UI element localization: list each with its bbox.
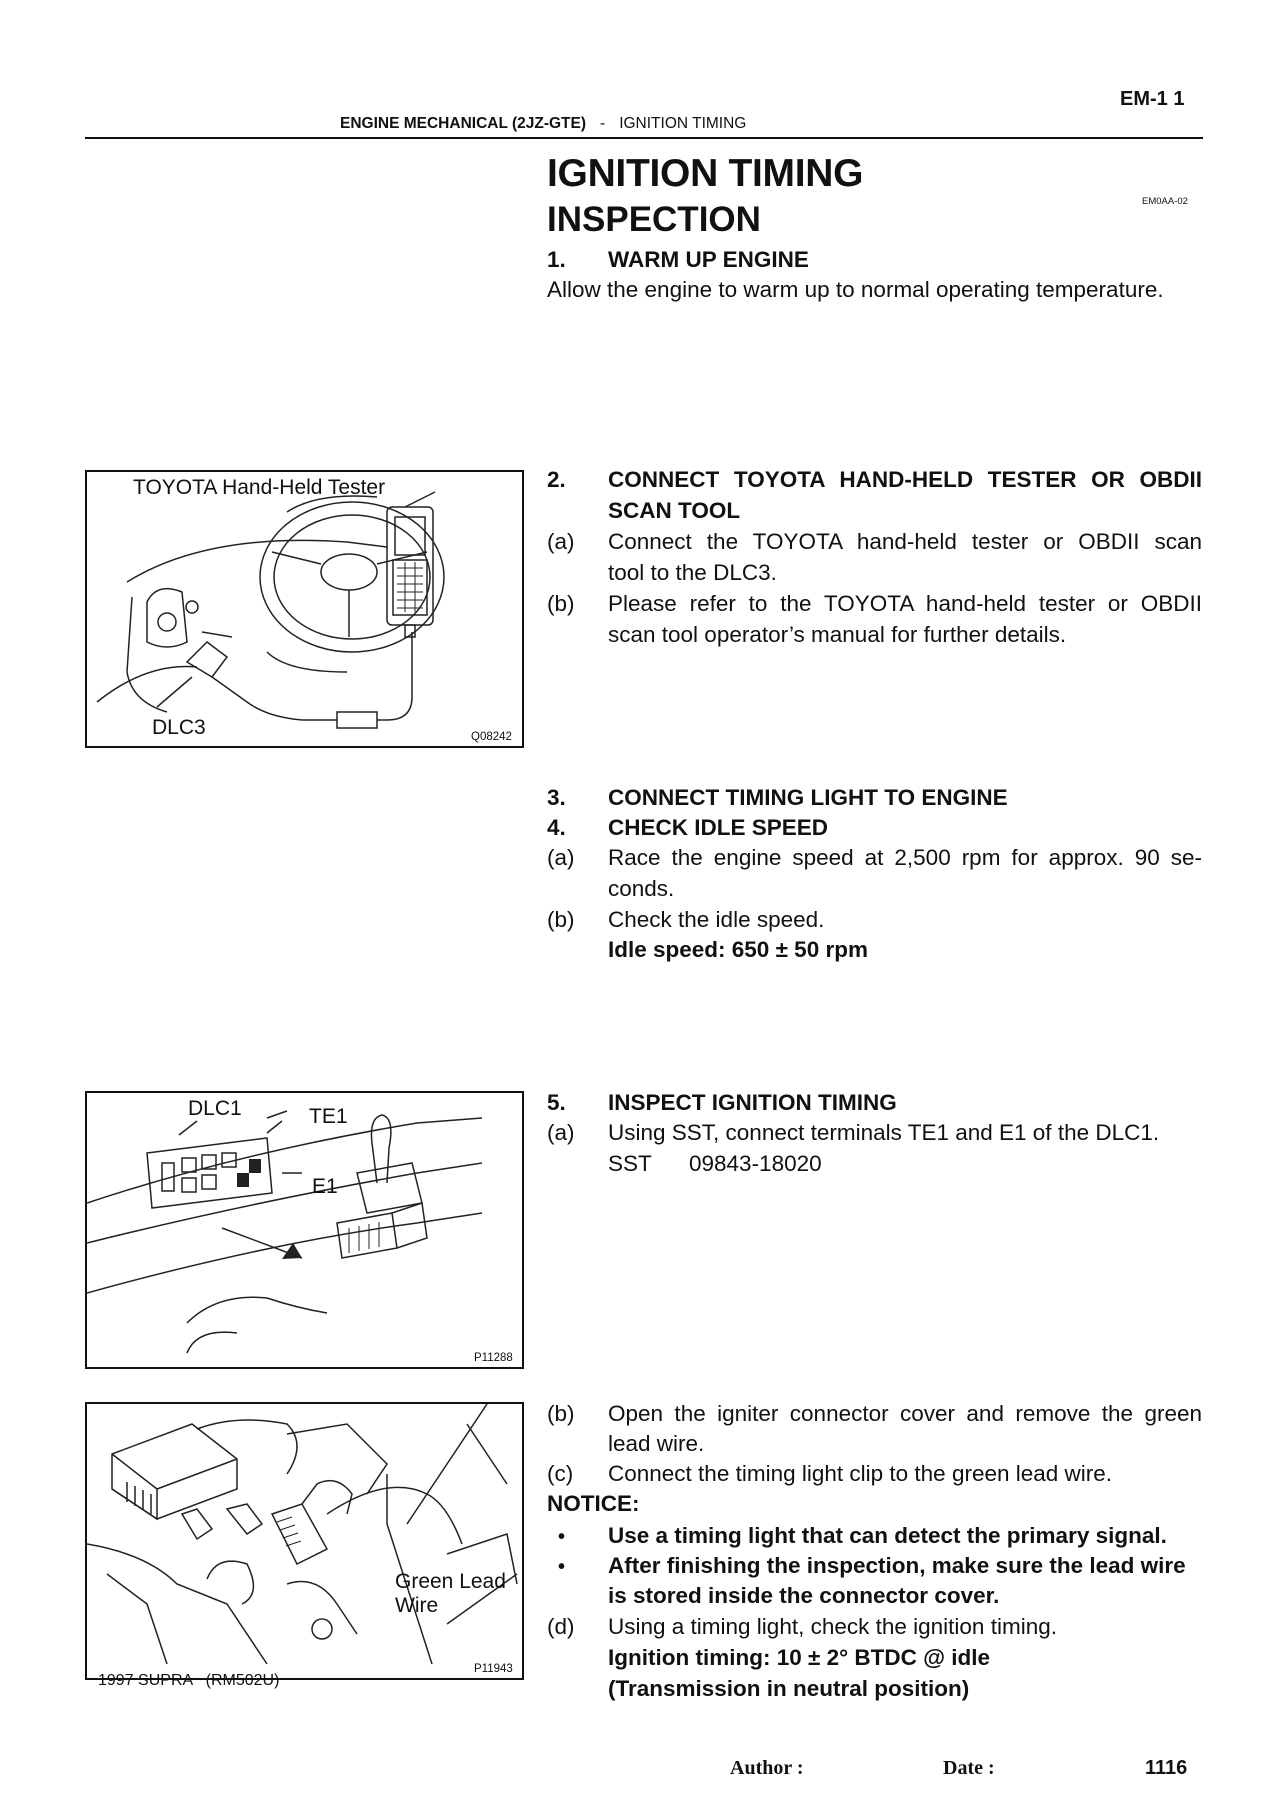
step-5-b-label: (b)	[547, 1401, 575, 1426]
doc-code: EM0AA-02	[1142, 196, 1188, 207]
step-2-title-line-1: CONNECT TOYOTA HAND-HELD TESTER OR OBDII	[608, 467, 1202, 492]
figure-1-label-tester: TOYOTA Hand-Held Tester	[133, 476, 386, 499]
step-5-a-label: (a)	[547, 1120, 575, 1145]
footer-author-label: Author :	[730, 1757, 804, 1779]
step-2-b-label: (b)	[547, 591, 575, 616]
step-1-number: 1.	[547, 247, 566, 272]
page-title: IGNITION TIMING	[547, 152, 864, 195]
step-4-title: CHECK IDLE SPEED	[608, 815, 829, 840]
notice-bullet-2: •	[558, 1556, 566, 1578]
step-5-c-line-1: Connect the timing light clip to the green lead wire.	[608, 1461, 1113, 1486]
step-2-b-line-2: scan tool operator’s manual for further details.	[608, 622, 1067, 647]
step-5-number: 5.	[547, 1090, 566, 1115]
figure-3-label-line-2: Wire	[395, 1594, 439, 1617]
figure-hand-held-tester	[85, 470, 524, 748]
step-2-title-line-2: SCAN TOOL	[608, 498, 741, 523]
step-5-title: INSPECT IGNITION TIMING	[608, 1090, 897, 1115]
step-2-a-line-2: tool to the DLC3.	[608, 560, 777, 585]
footer-date-label: Date :	[943, 1757, 995, 1779]
step-4-b-line-1: Check the idle speed.	[608, 907, 825, 932]
header-separator: -	[600, 115, 606, 132]
ignition-timing-spec-note: (Transmission in neutral position)	[608, 1676, 970, 1701]
footer-page-number: 1116	[1145, 1757, 1188, 1779]
page-subtitle: INSPECTION	[547, 200, 761, 239]
step-4-a-label: (a)	[547, 845, 575, 870]
step-5-b-line-2: lead wire.	[608, 1431, 705, 1456]
step-5-c-label: (c)	[547, 1461, 574, 1486]
figure-1-code: Q08242	[471, 731, 512, 743]
sst-number: 09843-18020	[689, 1151, 822, 1176]
figure-dlc1-terminals	[85, 1091, 524, 1369]
igniter-illustration	[87, 1404, 524, 1680]
step-1-text: Allow the engine to warm up to normal operating temperature.	[547, 277, 1164, 302]
figure-2-label-e1: E1	[312, 1175, 338, 1198]
step-3-title: CONNECT TIMING LIGHT TO ENGINE	[608, 785, 1008, 810]
figure-3-code: P11943	[474, 1663, 513, 1675]
notice-item-2-line-1: After finishing the inspection, make sure the lead wire	[608, 1553, 1186, 1578]
header-topic: IGNITION TIMING	[619, 115, 747, 132]
notice-item-1: Use a timing light that can detect the primary signal.	[608, 1523, 1167, 1548]
step-4-b-label: (b)	[547, 907, 575, 932]
header-rule	[85, 137, 1203, 139]
figure-3-label-line-1: Green Lead	[395, 1570, 506, 1593]
dlc1-illustration	[87, 1093, 524, 1369]
step-4-a-line-1: Race the engine speed at 2,500 rpm for approx. 90 se-	[608, 845, 1202, 870]
running-header	[340, 115, 746, 133]
step-2-number: 2.	[547, 467, 566, 492]
page-id: EM-1 1	[1120, 88, 1185, 110]
step-5-d-line-1: Using a timing light, check the ignition timing.	[608, 1614, 1057, 1639]
step-2-b-line-1: Please refer to the TOYOTA hand-held tester or OBDII	[608, 591, 1202, 616]
step-5-a-line-1: Using SST, connect terminals TE1 and E1 of the DLC1.	[608, 1120, 1160, 1145]
ignition-timing-spec: Ignition timing: 10 ± 2° BTDC @ idle	[608, 1645, 991, 1670]
notice-title: NOTICE:	[547, 1491, 640, 1516]
figure-1-label-dlc3: DLC3	[152, 716, 206, 739]
tester-illustration	[87, 472, 524, 748]
step-5-d-label: (d)	[547, 1614, 575, 1639]
notice-bullet-1: •	[558, 1526, 566, 1548]
figure-green-lead-wire	[85, 1402, 524, 1680]
step-3-number: 3.	[547, 785, 566, 810]
step-2-a-line-1: Connect the TOYOTA hand-held tester or OBDII scan	[608, 529, 1202, 554]
step-2-a-label: (a)	[547, 529, 575, 554]
figure-2-code: P11288	[474, 1352, 513, 1364]
sst-label: SST	[608, 1151, 652, 1176]
step-1-title: WARM UP ENGINE	[608, 247, 809, 272]
notice-item-2-line-2: is stored inside the connector cover.	[608, 1583, 1000, 1608]
idle-speed-spec: Idle speed: 650 ± 50 rpm	[608, 937, 868, 962]
figure-2-label-dlc1: DLC1	[188, 1097, 242, 1120]
figure-2-label-te1: TE1	[309, 1105, 348, 1128]
step-4-number: 4.	[547, 815, 566, 840]
step-4-a-line-2: conds.	[608, 876, 675, 901]
footer-model: 1997 SUPRA (RM502U)	[98, 1672, 280, 1689]
step-5-b-line-1: Open the igniter connector cover and remove the green	[608, 1401, 1202, 1426]
header-section: ENGINE MECHANICAL (2JZ-GTE)	[340, 115, 587, 132]
